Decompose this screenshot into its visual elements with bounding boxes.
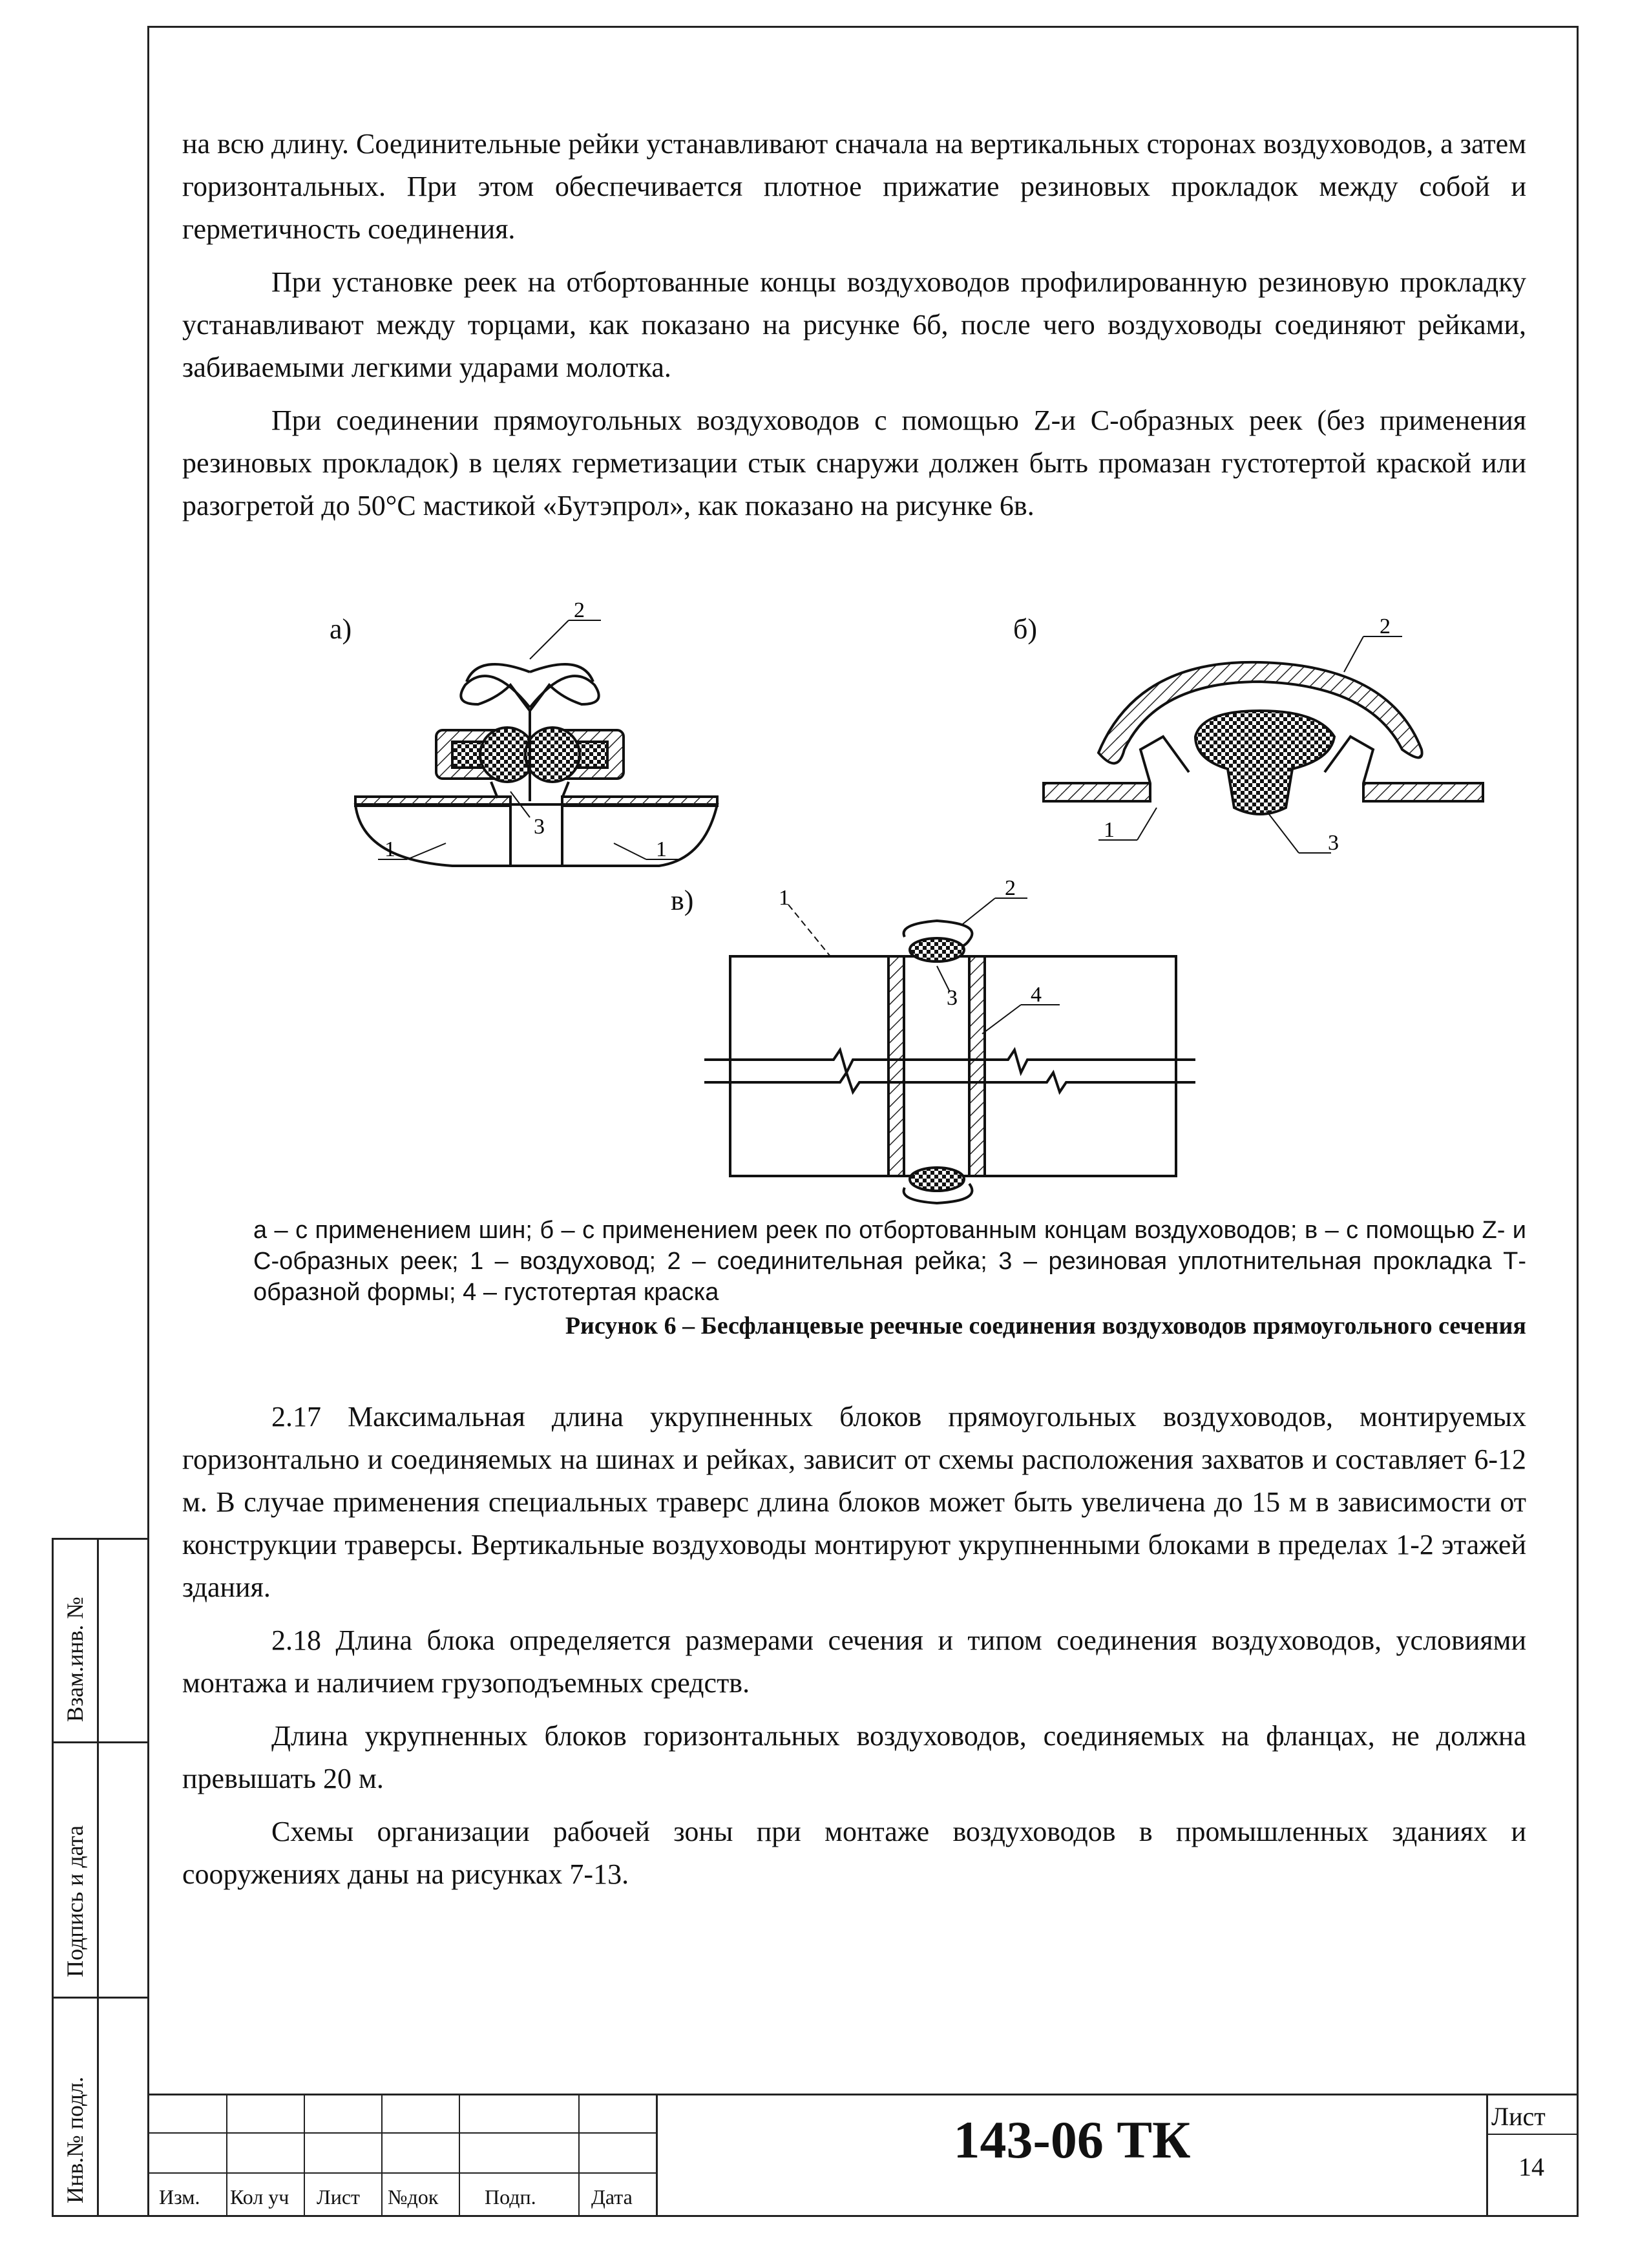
side-podpis: Подпись и дата	[62, 1825, 88, 1977]
gasket-c-top	[910, 938, 964, 961]
paragraph-3: При соединении прямоугольных воздуховодов с помощью Z-и С-образных реек (без применения резиновых прокладок) в целях герметизации стык снаружи должен быть промазан густотертой краской или разогретой до 50°С мастикой «Бутэпрол», как показано на рисунке 6в.	[182, 404, 1526, 521]
figure-label-c: в)	[671, 885, 694, 916]
callout-a-1-right: 1	[656, 837, 667, 861]
paragraph-4: 2.17 Максимальная длина укрупненных блоков прямоугольных воздуховодов, монтируемых горизонтально и соединяемых на шинах и рейках, зависит от схемы расположения захватов и составляет 6-12 м. В случае применения специальных траверс длина блоков может быть увеличена до 15 м в зависимости от конструкции траверсы. Вертикальные воздуховоды монтируют укрупненными блоками в пределах 1-2 этажей здания.	[182, 1401, 1526, 1603]
callout-b-3: 3	[1328, 831, 1339, 855]
callout-a-3: 3	[534, 815, 545, 839]
callout-a-2: 2	[574, 598, 585, 622]
figure-label-a: а)	[330, 613, 352, 645]
paragraph-5: 2.18 Длина блока определяется размерами сечения и типом соединения воздуховодов, условиями монтажа и наличием грузоподъемных средств.	[182, 1624, 1526, 1699]
doc-code: 143-06 ТК	[953, 2110, 1191, 2169]
callout-a-1-left: 1	[384, 837, 395, 861]
paragraph-6: Длина укрупненных блоков горизонтальных воздуховодов, соединяемых на фланцах, не должна превышать 20 м.	[182, 1720, 1526, 1794]
paragraph-2: При установке реек на отбортованные концы воздуховодов профилированную резиновую прокладку устанавливают между торцами, как показано на рисунке 6б, после чего воздуховоды соединяют рейками, забиваемыми легкими ударами молотка.	[182, 266, 1526, 383]
rail-a	[461, 676, 598, 711]
callout-b-2: 2	[1380, 614, 1391, 638]
sheet-label: Лист	[1491, 2102, 1546, 2131]
body-text-bottom	[182, 1396, 1526, 1906]
paragraph-1: на всю длину. Соединительные рейки устанавливают сначала на вертикальных сторонах воздуховодов, а затем горизонтальных. При этом обеспечивается плотное прижатие резиновых прокладок между собой и герметичность соединения.	[182, 128, 1526, 245]
figure-label-b: б)	[1013, 613, 1038, 645]
gasket-right	[525, 728, 580, 782]
figure-c	[704, 898, 1195, 1203]
gasket-b	[1195, 711, 1334, 814]
callout-c-4: 4	[1031, 983, 1042, 1007]
col-kol: Кол уч	[230, 2185, 289, 2209]
col-izm: Изм.	[159, 2185, 200, 2209]
figure-title: Рисунок 6 – Бесфланцевые реечные соединения воздуховодов прямоугольного сечения	[565, 1312, 1526, 1339]
sheet-number: 14	[1518, 2152, 1544, 2181]
gasket-c-bottom	[910, 1168, 964, 1191]
joint-strip-right	[969, 956, 985, 1176]
figure-caption: а – с применением шин; б – с применением реек по отбортованным концам воздуховодов; в – с помощью Z- и С-образных реек; 1 – воздуховод; 2 – соединительная рейка; 3 – резиновая уплотнительная прокладка Т-образной формы; 4 – густотертая краска	[253, 1217, 1526, 1306]
callout-b-1: 1	[1104, 818, 1115, 842]
side-inv: Инв.№ подл.	[62, 2076, 88, 2203]
col-data: Дата	[591, 2185, 633, 2209]
duct-flange-left	[355, 797, 510, 806]
callout-c-3: 3	[947, 986, 958, 1010]
side-vzam: Взам.инв. №	[62, 1597, 88, 1722]
callout-c-1: 1	[779, 886, 790, 910]
col-podp: Подп.	[485, 2185, 536, 2209]
duct-flange-right	[562, 797, 717, 806]
col-list: Лист	[317, 2185, 361, 2209]
paragraph-7: Схемы организации рабочей зоны при монтаже воздуховодов в промышленных зданиях и сооружениях даны на рисунках 7-13.	[182, 1816, 1526, 1890]
joint-strip-left	[888, 956, 904, 1176]
callout-c-2: 2	[1005, 876, 1016, 900]
col-ndok: №док	[388, 2185, 439, 2209]
